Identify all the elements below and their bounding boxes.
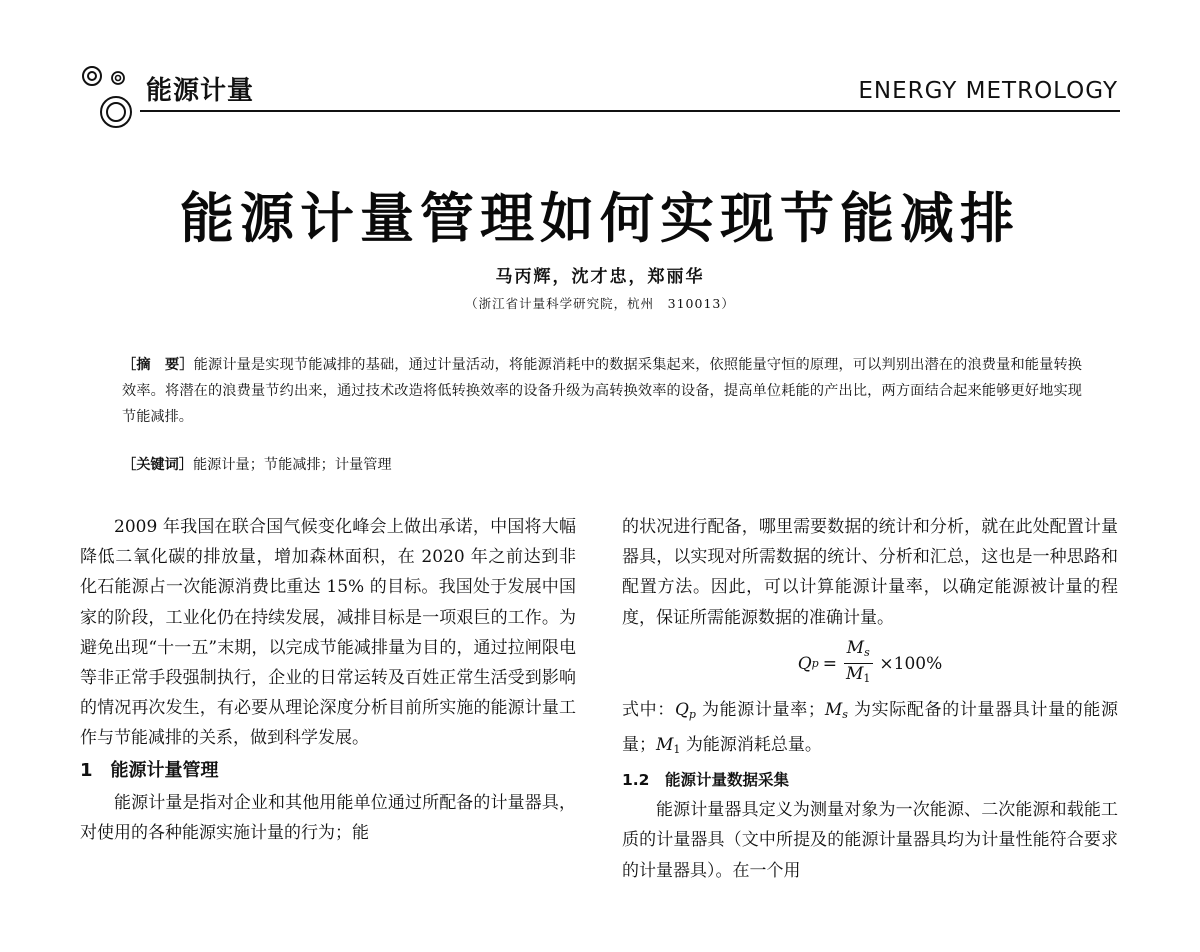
- formula-equals: =: [822, 653, 837, 674]
- article-title: 能源计量管理如何实现节能减排: [180, 186, 1020, 250]
- keywords-text: 能源计量；节能减排；计量管理: [192, 457, 392, 473]
- metering-rate-formula: [622, 633, 1118, 695]
- where-text-1: 式中：: [622, 699, 675, 720]
- article-affiliation: （浙江省计量科学研究院，杭州 310013）: [465, 296, 735, 311]
- formula-numerator: [844, 638, 873, 664]
- keywords: [122, 452, 1082, 478]
- article-authors: 马丙辉，沈才忠，郑丽华: [495, 267, 705, 287]
- where-var-ms-sub: s: [842, 707, 848, 721]
- where-text-2: 为能源计量率；: [695, 699, 825, 720]
- section12-heading: 1.2 能源计量数据采集: [622, 771, 789, 790]
- denominator-var: M: [845, 664, 864, 685]
- section-name-en: ENERGY METROLOGY: [858, 78, 1118, 104]
- formula-fraction: [843, 638, 873, 689]
- where-var-m1: M: [656, 735, 674, 756]
- where-var-m1-sub: 1: [673, 743, 681, 757]
- formula-times: ×100%: [879, 653, 943, 674]
- section12-paragraph: 能源计量器具定义为测量对象为一次能源、二次能源和载能工质的计量器具（文中所提及的能源计量器具均为计量性能符合要求的计量器具）。在一个用: [622, 800, 1118, 881]
- where-text-4: 为能源消耗总量。: [680, 735, 822, 756]
- header-rule: [140, 110, 1120, 112]
- where-var-qp: Q: [674, 699, 689, 720]
- abstract: [122, 352, 1082, 430]
- section1-paragraph: 能源计量是指对企业和其他用能单位通过所配备的计量器具，对使用的各种能源实施计量的行为；能: [80, 792, 576, 843]
- abstract-text: 能源计量是实现节能减排的基础，通过计量活动，将能源消耗中的数据采集起来，依照能量守恒的原理，可以判别出潜在的浪费量和能量转换效率。将潜在的浪费量节约出来，通过技术改造将低转换效率的设备升级为高转换效率的设备，提高单位耗能的产出比，两方面结合起来能够更好地实现节能减排。: [122, 357, 1082, 425]
- formula-denominator: [843, 664, 873, 689]
- formula-lhs-sub: p: [811, 656, 819, 670]
- abstract-label: ［摘 要］: [122, 357, 194, 373]
- where-var-qp-sub: p: [688, 707, 696, 721]
- denominator-sub: 1: [863, 672, 871, 686]
- where-text-3: 为实际配备的计量器具计量的能源量；: [622, 699, 1119, 756]
- intro-paragraph: 2009 年我国在联合国气候变化峰会上做出承诺，中国将大幅降低二氧化碳的排放量，增加森林面积，在 2020 年之前达到非化石能源占一次能源消费比重达 15% 的目标。我国处于发展中国家的阶段，工业化仍在持续发展，减排目标是一项艰巨的工作。为避免出现“十一五”末期，以完成节能减排量为目的，通过拉闸限电等非正常手段强制执行，企业的日常运转及百姓正常生活受到影响的情况再次发生，有必要从理论深度分析目前所实施的能源计量工作与节能减排的关系，做到科学发展。: [80, 517, 576, 749]
- keywords-label: ［关键词］: [122, 457, 193, 473]
- right-column: [622, 512, 1118, 886]
- left-column: [80, 512, 576, 848]
- section1-heading: 1 能源计量管理: [80, 759, 219, 781]
- section-name-cn: 能源计量: [146, 76, 255, 106]
- where-paragraph: [622, 695, 1118, 765]
- where-var-ms: M: [824, 699, 843, 720]
- page-header: [80, 62, 1120, 130]
- continued-paragraph: 的状况进行配备，哪里需要数据的统计和分析，就在此处配置计量器具，以实现对所需数据的统计、分析和汇总，这也是一种思路和配置方法。因此，可以计算能源计量率，以确定能源被计量的程度，保证所需能源数据的准确计量。: [622, 517, 1118, 628]
- formula-lhs: Q: [797, 653, 812, 674]
- numerator-var: M: [846, 638, 865, 659]
- numerator-sub: s: [864, 646, 870, 660]
